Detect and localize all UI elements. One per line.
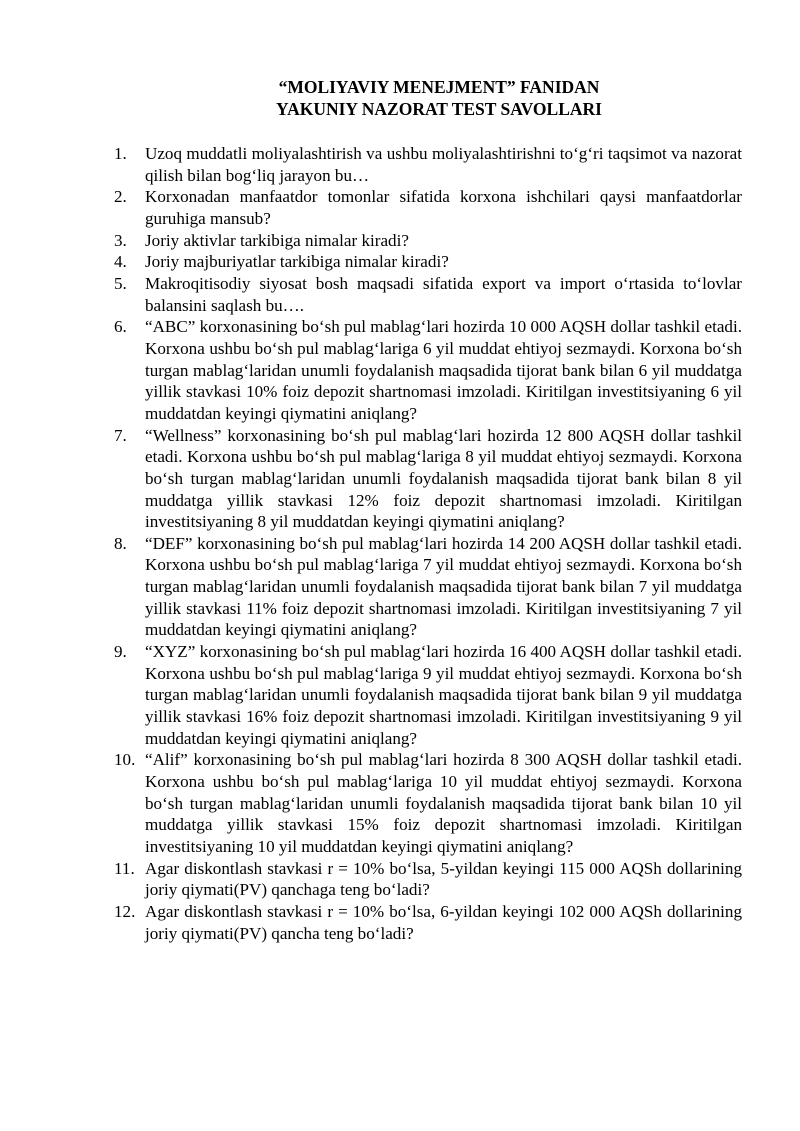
question-text: Agar diskontlash stavkasi r = 10% bo‘lsa, 5-yildan keyingi 115 000 AQSh dollarining joriy qiymati(PV) qanchaga teng bo‘ladi?: [145, 858, 742, 900]
question-number: 2.: [114, 187, 127, 207]
question-number: 8.: [114, 533, 127, 553]
question-number: 5.: [114, 273, 127, 293]
question-number: 11.: [114, 858, 135, 878]
question-number: 9.: [114, 642, 127, 662]
question-text: “Wellness” korxonasining bo‘sh pul mablag‘lari hozirda 12 800 AQSH dollar tashkil etadi. Korxona ushbu bo‘sh pul mablag‘lariga 8 yil muddat ehtiyoj sezmaydi. Korxona bo‘sh turgan mablag‘laridan unumli foydalanish maqsadida tijorat bank bilan 8 yil muddatga yillik stavkasi 12% foiz depozit shartnomasi imzoladi. Kiritilgan investitsiyaning 8 yil muddatdan keyingi qiymatini aniqlang?: [145, 425, 742, 532]
question-item-2: [114, 186, 742, 229]
question-number: 7.: [114, 425, 127, 445]
question-text: “DEF” korxonasining bo‘sh pul mablag‘lari hozirda 14 200 AQSH dollar tashkil etadi. Korxona ushbu bo‘sh pul mablag‘lariga 7 yil muddat ehtiyoj sezmaydi. Korxona bo‘sh turgan mablag‘laridan unumli foydalanish maqsadida tijorat bank bilan 7 yil muddatga yillik stavkasi 11% foiz depozit shartnomasi imzoladi. Kiritilgan investitsiyaning 7 yil muddatdan keyingi qiymatini aniqlang?: [145, 533, 742, 640]
question-item-9: [114, 641, 742, 749]
question-number: 4.: [114, 252, 127, 272]
question-item-3: [114, 230, 742, 252]
question-item-7: [114, 425, 742, 533]
question-item-4: [114, 251, 742, 273]
question-text: Joriy majburiyatlar tarkibiga nimalar kiradi?: [145, 252, 449, 272]
question-text: Makroqitisodiy siyosat bosh maqsadi sifatida export va import o‘rtasida to‘lovlar balansini saqlash bu….: [145, 273, 742, 315]
document-title: [0, 76, 800, 120]
question-text: Uzoq muddatli moliyalashtirish va ushbu moliyalashtirishni to‘g‘ri taqsimot va nazorat qilish bilan bog‘liq jarayon bu…: [145, 144, 742, 185]
question-item-8: [114, 533, 742, 641]
question-item-12: [114, 901, 742, 944]
question-text: “Alif” korxonasining bo‘sh pul mablag‘lari hozirda 8 300 AQSH dollar tashkil etadi. Korxona ushbu bo‘sh pul mablag‘lariga 10 yil muddat ehtiyoj sezmaydi. Korxona bo‘sh turgan mablag‘laridan unumli foydalanish maqsadida tijorat bank bilan 10 yil muddatga yillik stavkasi 15% foiz depozit shartnomasi imzoladi. Kiritilgan investitsiyaning 10 yil muddatdan keyingi qiymatini aniqlang?: [145, 750, 742, 856]
question-number: 1.: [114, 144, 127, 163]
question-text: “ABC” korxonasining bo‘sh pul mablag‘lari hozirda 10 000 AQSH dollar tashkil etadi. Korxona ushbu bo‘sh pul mablag‘lariga 6 yil muddat ehtiyoj sezmaydi. Korxona bo‘sh turgan mablag‘laridan unumli foydalanish maqsadida tijorat bank bilan 6 yil muddatga yillik stavkasi 10% foiz depozit shartnomasi imzoladi. Kiritilgan investitsiyaning 6 yil muddatdan keyingi qiymatini aniqlang?: [145, 317, 742, 423]
question-number: 3.: [114, 230, 127, 250]
question-text: Korxonadan manfaatdor tomonlar sifatida korxona ishchilari qaysi manfaatdorlar guruhiga mansub?: [145, 187, 742, 228]
question-item-11: [114, 858, 742, 901]
question-item-6: [114, 316, 742, 424]
question-item-1: [114, 143, 742, 186]
question-number: 6.: [114, 317, 127, 337]
question-text: “XYZ” korxonasining bo‘sh pul mablag‘lari hozirda 16 400 AQSH dollar tashkil etadi. Korxona ushbu bo‘sh pul mablag‘lariga 9 yil muddat ehtiyoj sezmaydi. Korxona bo‘sh turgan mablag‘laridan unumli foydalanish maqsadida tijorat bank bilan 9 yil muddatga yillik stavkasi 16% foiz depozit shartnomasi imzoladi. Kiritilgan investitsiyaning 9 yil muddatdan keyingi qiymatini aniqlang?: [145, 642, 742, 748]
question-text: Joriy aktivlar tarkibiga nimalar kiradi?: [145, 230, 409, 250]
question-list: [114, 143, 742, 944]
question-number: 10.: [114, 750, 136, 770]
question-number: 12.: [114, 901, 136, 921]
question-item-10: [114, 749, 742, 857]
question-item-5: [114, 273, 742, 316]
title-line-1: “MOLIYAVIY MENEJMENT” FANIDAN: [278, 77, 600, 97]
question-text: Agar diskontlash stavkasi r = 10% bo‘lsa, 6-yildan keyingi 102 000 AQSh dollarining joriy qiymati(PV) qancha teng bo‘ladi?: [145, 901, 742, 943]
title-line-2: YAKUNIY NAZORAT TEST SAVOLLARI: [276, 99, 602, 119]
